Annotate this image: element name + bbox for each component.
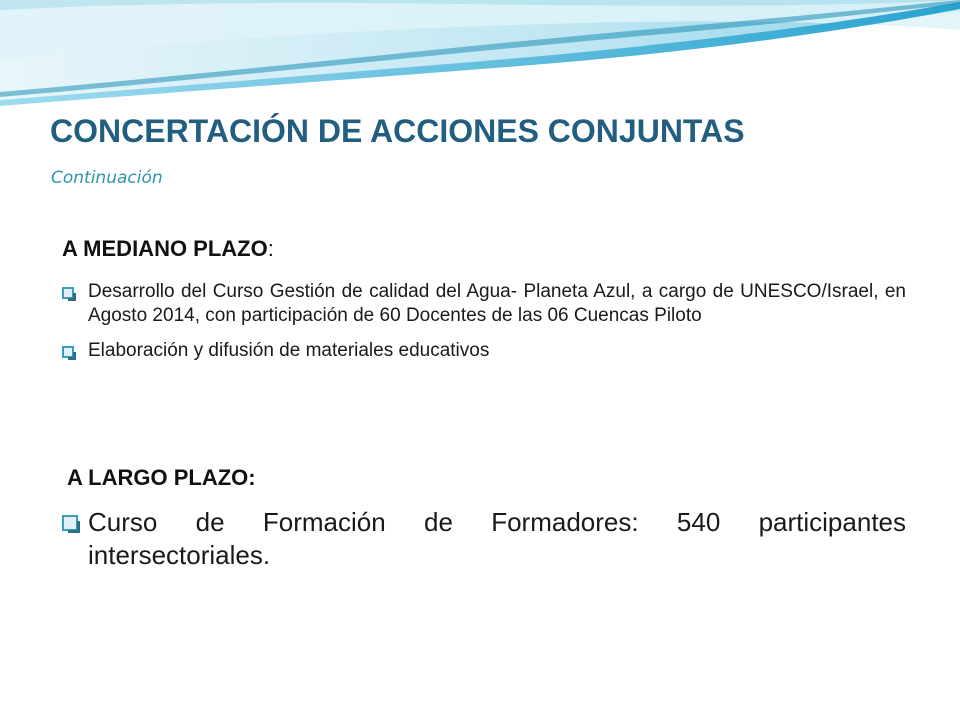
section-heading-text: A MEDIANO PLAZO xyxy=(62,236,268,261)
section-heading-medium-term xyxy=(62,236,274,262)
bullet-text: Curso de Formación de Formadores: 540 participantes intersectoriales. xyxy=(88,507,906,570)
bullet-list-medium-term xyxy=(62,280,906,374)
list-item xyxy=(62,280,906,328)
square-bullet-icon xyxy=(62,346,74,358)
square-bullet-icon xyxy=(62,515,78,531)
slide-title: CONCERTACIÓN DE ACCIONES CONJUNTAS xyxy=(50,113,745,149)
slide-subtitle: Continuación xyxy=(51,168,163,188)
section-heading-colon: : xyxy=(267,236,274,261)
list-item xyxy=(62,339,906,363)
list-item xyxy=(62,506,906,572)
decorative-wave-header xyxy=(0,0,960,120)
section-heading-long-term: A LARGO PLAZO: xyxy=(67,465,256,490)
bullet-text: Desarrollo del Curso Gestión de calidad del Agua- Planeta Azul, a cargo de UNESCO/Israel, en Agosto 2014, con participación de 60 Docentes de las 06 Cuencas Piloto xyxy=(88,281,906,326)
square-bullet-icon xyxy=(62,287,74,299)
bullet-text: Elaboración y difusión de materiales educativos xyxy=(88,340,490,361)
bullet-list-long-term xyxy=(62,506,906,572)
